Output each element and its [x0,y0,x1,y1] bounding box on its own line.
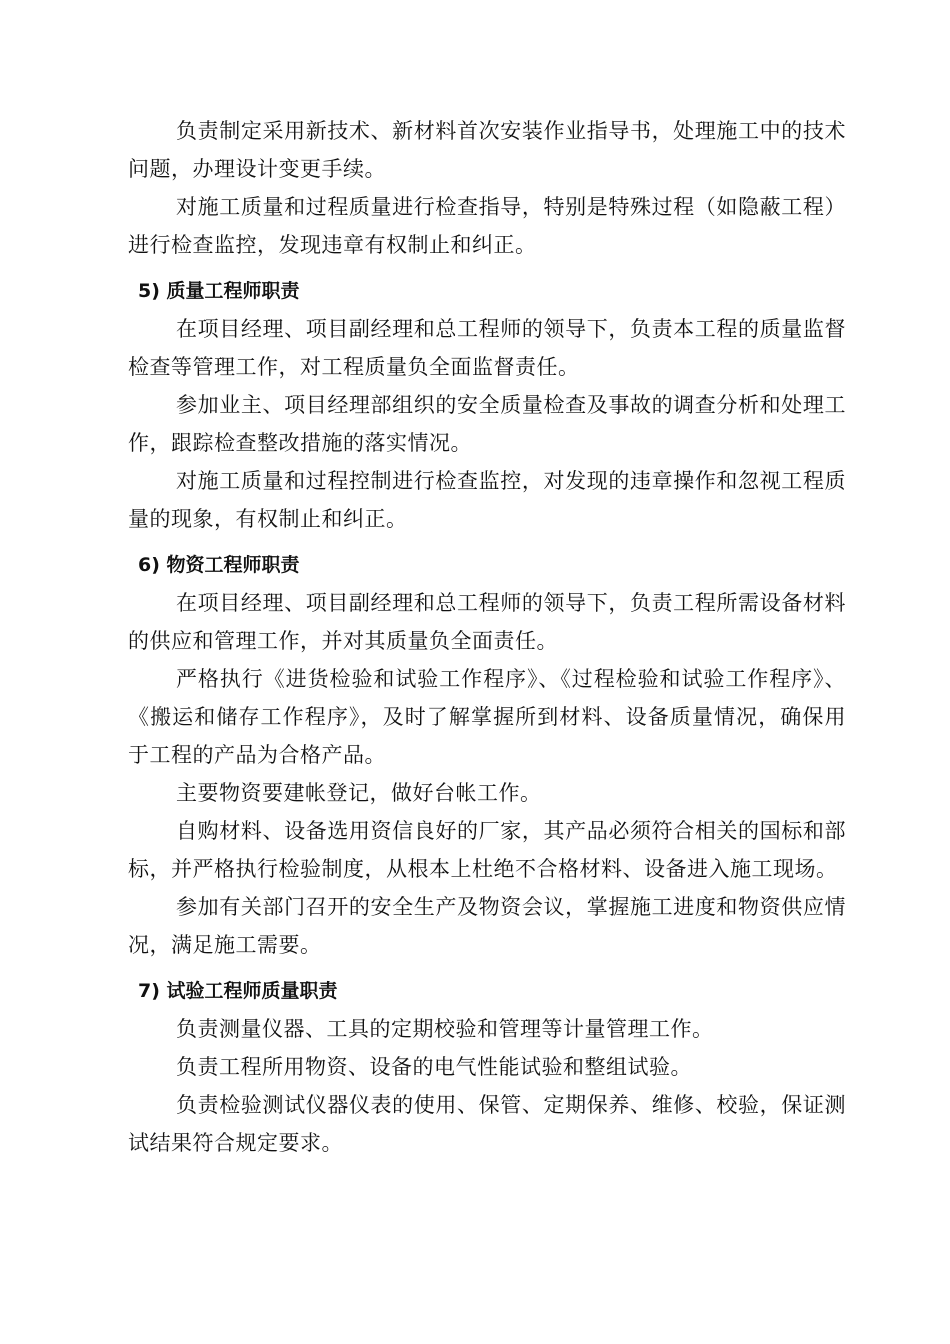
paragraph: 负责检验测试仪器仪表的使用、保管、定期保养、维修、校验，保证测试结果符合规定要求。 [128,1093,846,1155]
paragraph: 在项目经理、项目副经理和总工程师的领导下，负责本工程的质量监督检查等管理工作，对工程质量负全面监督责任。 [128,317,846,379]
paragraph: 负责工程所用物资、设备的电气性能试验和整组试验。 [176,1055,692,1079]
paragraph: 负责测量仪器、工具的定期校验和管理等计量管理工作。 [176,1017,714,1041]
paragraph: 对施工质量和过程质量进行检查指导，特别是特殊过程（如隐蔽工程）进行检查监控，发现违章有权制止和纠正。 [128,195,846,257]
paragraph: 自购材料、设备选用资信良好的厂家，其产品必须符合相关的国标和部标，并严格执行检验制度，从根本上杜绝不合格材料、设备进入施工现场。 [128,819,846,881]
paragraph: 对施工质量和过程控制进行检查监控，对发现的违章操作和忽视工程质量的现象，有权制止和纠正。 [128,469,846,531]
paragraph: 参加有关部门召开的安全生产及物资会议，掌握施工进度和物资供应情况，满足施工需要。 [128,895,846,957]
paragraph: 在项目经理、项目副经理和总工程师的领导下，负责工程所需设备材料的供应和管理工作，并对其质量负全面责任。 [128,591,846,653]
paragraph: 参加业主、项目经理部组织的安全质量检查及事故的调查分析和处理工作，跟踪检查整改措施的落实情况。 [128,393,846,455]
document-body [128,112,846,1162]
paragraph: 严格执行《进货检验和试验工作程序》、《过程检验和试验工作程序》、《搬运和储存工作程序》，及时了解掌握所到材料、设备质量情况，确保用于工程的产品为合格产品。 [128,667,846,767]
section-heading-quality-engineer: 5) 质量工程师职责 [138,280,300,302]
paragraph: 主要物资要建帐登记，做好台帐工作。 [176,781,542,805]
section-heading-test-engineer: 7) 试验工程师质量职责 [138,980,338,1002]
paragraph: 负责制定采用新技术、新材料首次安装作业指导书，处理施工中的技术问题，办理设计变更手续。 [128,119,846,181]
section-heading-materials-engineer: 6) 物资工程师职责 [138,554,300,576]
